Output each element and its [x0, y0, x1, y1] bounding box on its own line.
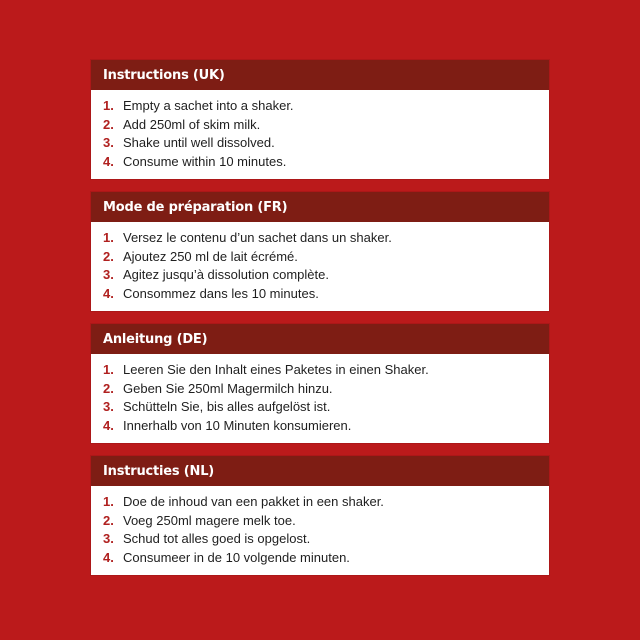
- steps-list: [91, 354, 549, 443]
- step-text: Consommez dans les 10 minutes.: [123, 285, 319, 301]
- instructions-card-de: [91, 324, 549, 443]
- step-text: Geben Sie 250ml Magermilch hinzu.: [123, 380, 333, 396]
- list-item: [91, 229, 549, 248]
- step-number: 4.: [103, 417, 114, 433]
- step-text: Versez le contenu d’un sachet dans un shaker.: [123, 230, 392, 245]
- step-number: 1.: [103, 494, 114, 509]
- step-number: 4.: [103, 285, 114, 301]
- instructions-card-nl: [91, 456, 549, 575]
- list-item: [91, 512, 549, 531]
- card-title: Anleitung (DE): [91, 324, 549, 354]
- step-number: 1.: [103, 98, 114, 113]
- steps-list: [91, 90, 549, 179]
- step-number: 4.: [103, 549, 114, 565]
- step-number: 4.: [103, 153, 114, 169]
- step-text: Agitez jusqu’à dissolution complète.: [123, 267, 329, 282]
- step-text: Ajoutez 250 ml de lait écrémé.: [123, 248, 298, 264]
- list-item: [91, 493, 549, 512]
- step-text: Innerhalb von 10 Minuten konsumieren.: [123, 417, 352, 433]
- list-item: [91, 116, 549, 135]
- step-number: 3.: [103, 399, 114, 414]
- step-number: 2.: [103, 116, 114, 132]
- card-title: Instructies (NL): [91, 456, 549, 486]
- list-item: [91, 97, 549, 116]
- steps-list: [91, 222, 549, 311]
- step-text: Voeg 250ml magere melk toe.: [123, 512, 296, 528]
- step-text: Empty a sachet into a shaker.: [123, 98, 294, 113]
- list-item: [91, 380, 549, 399]
- card-title: Mode de préparation (FR): [91, 192, 549, 222]
- step-number: 2.: [103, 248, 114, 264]
- step-text: Schud tot alles goed is opgelost.: [123, 531, 311, 546]
- instructions-card-uk: [91, 60, 549, 179]
- step-number: 1.: [103, 230, 114, 245]
- step-text: Schütteln Sie, bis alles aufgelöst ist.: [123, 399, 331, 414]
- list-item: [91, 549, 549, 568]
- step-number: 3.: [103, 531, 114, 546]
- step-text: Consumeer in de 10 volgende minuten.: [123, 549, 350, 565]
- instructions-card-fr: [91, 192, 549, 311]
- list-item: [91, 398, 549, 417]
- step-text: Leeren Sie den Inhalt eines Paketes in einen Shaker.: [123, 362, 429, 377]
- list-item: [91, 266, 549, 285]
- step-text: Shake until well dissolved.: [123, 135, 275, 150]
- list-item: [91, 134, 549, 153]
- list-item: [91, 417, 549, 436]
- list-item: [91, 248, 549, 267]
- step-number: 2.: [103, 380, 114, 396]
- step-number: 1.: [103, 362, 114, 377]
- step-number: 3.: [103, 267, 114, 282]
- step-number: 2.: [103, 512, 114, 528]
- step-number: 3.: [103, 135, 114, 150]
- list-item: [91, 530, 549, 549]
- step-text: Doe de inhoud van een pakket in een shaker.: [123, 494, 384, 509]
- step-text: Add 250ml of skim milk.: [123, 116, 261, 132]
- step-text: Consume within 10 minutes.: [123, 153, 287, 169]
- list-item: [91, 285, 549, 304]
- steps-list: [91, 486, 549, 575]
- list-item: [91, 153, 549, 172]
- list-item: [91, 361, 549, 380]
- card-title: Instructions (UK): [91, 60, 549, 90]
